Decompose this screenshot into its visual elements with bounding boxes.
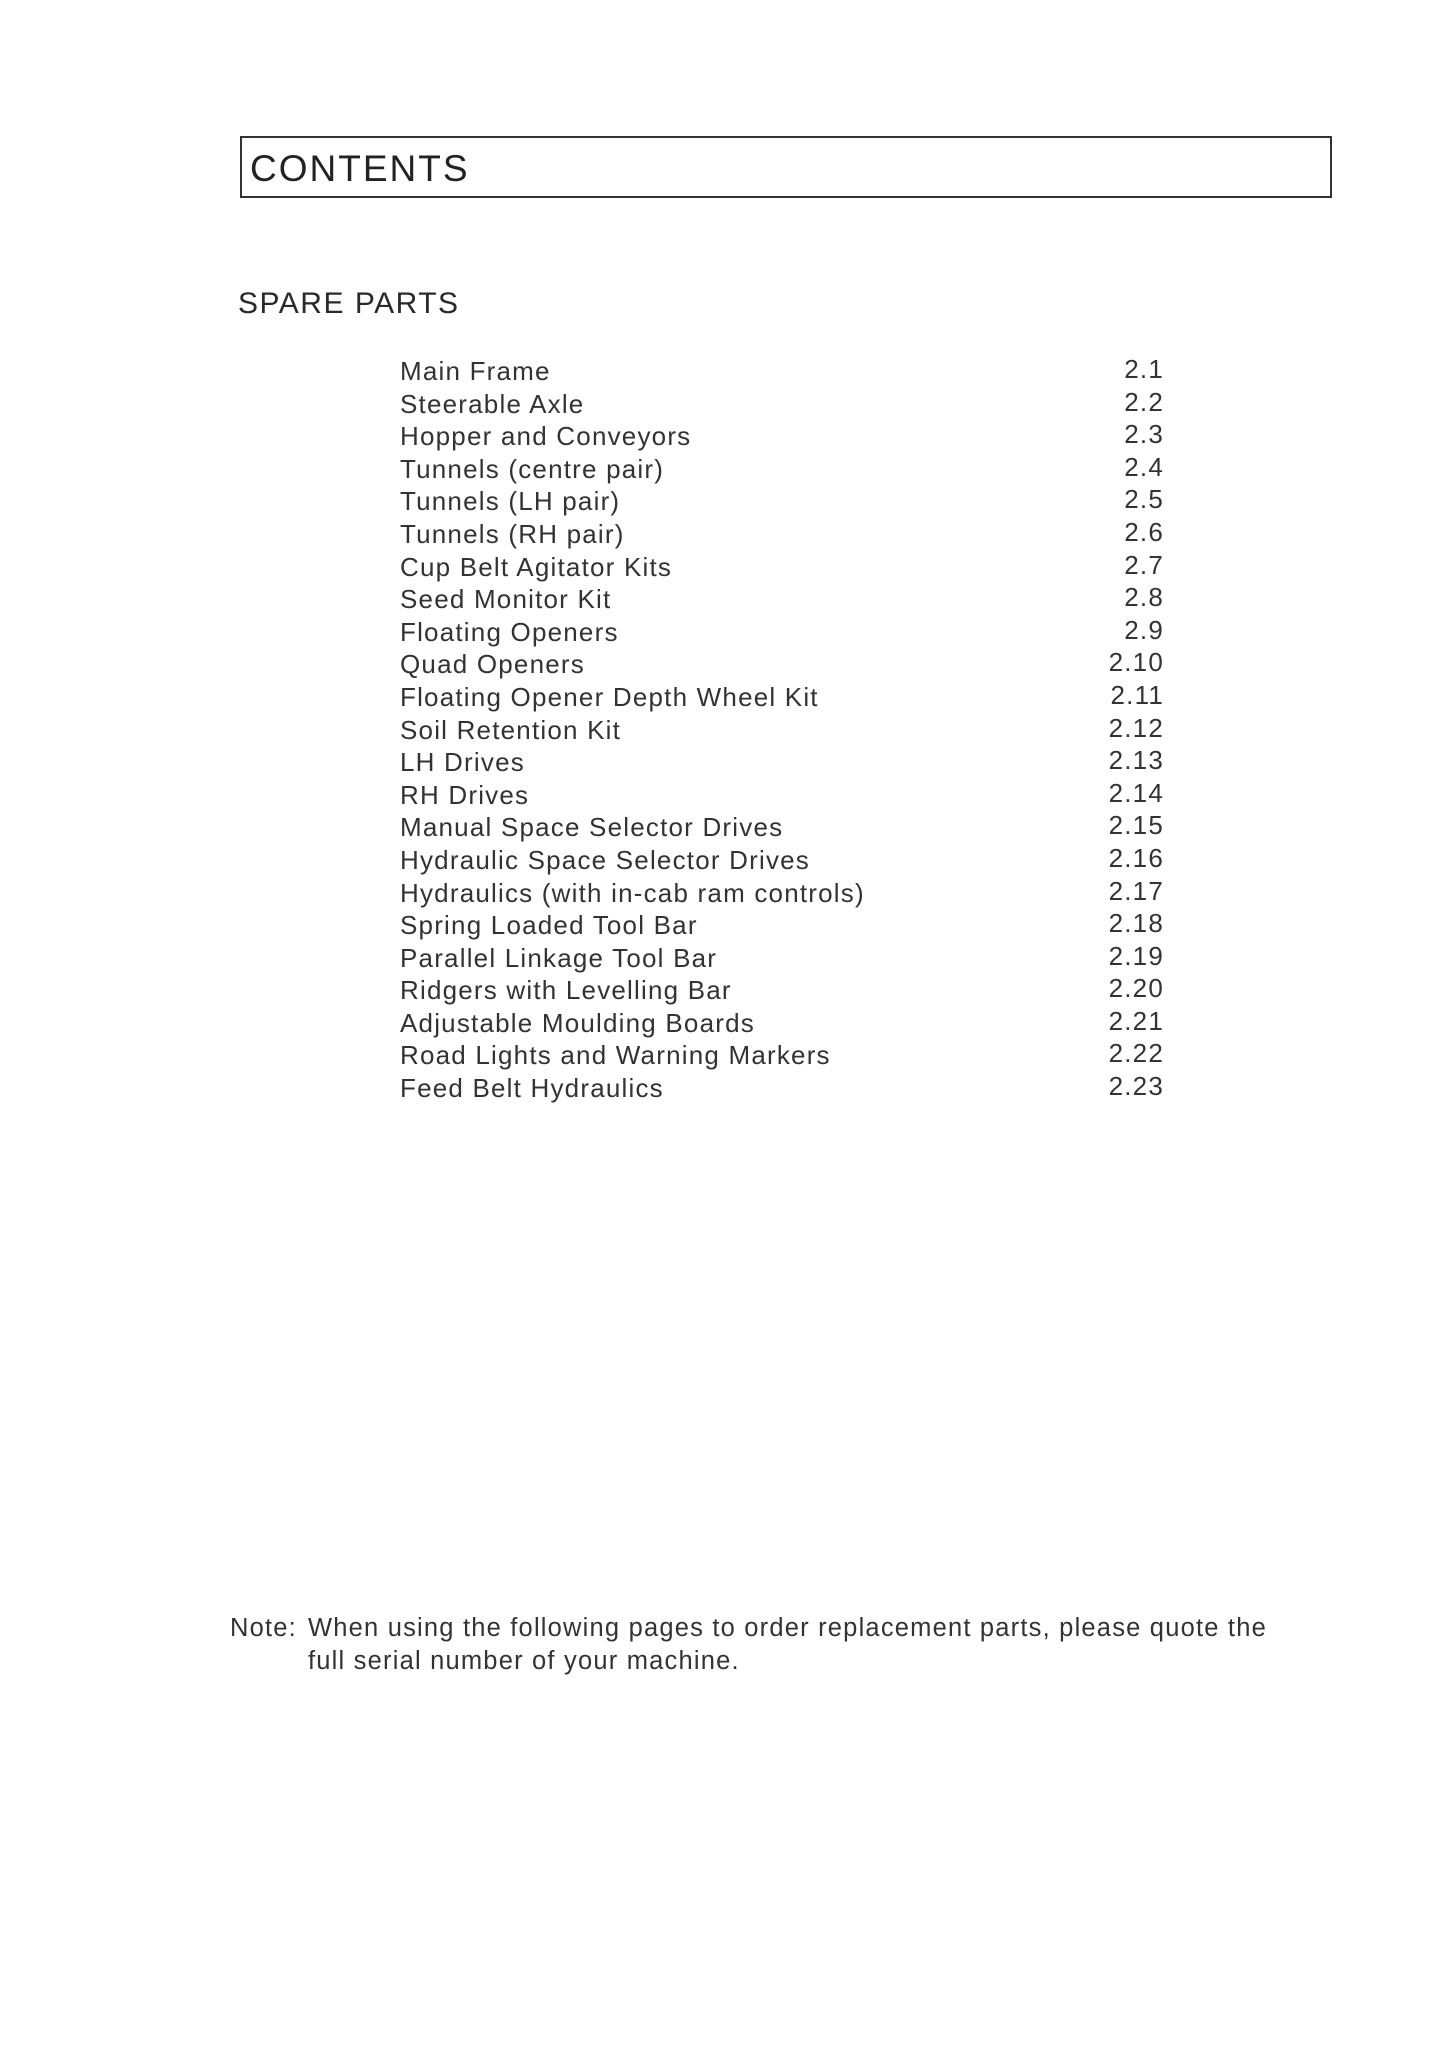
toc-entry-section-number: 2.3 — [1124, 419, 1164, 450]
toc-entry-section-number: 2.5 — [1124, 484, 1164, 515]
toc-entry-label: Hopper and Conveyors — [400, 421, 692, 452]
toc-entry-label: Manual Space Selector Drives — [400, 812, 784, 843]
toc-entry-section-number: 2.6 — [1124, 516, 1164, 547]
toc-entry — [400, 975, 1164, 1008]
toc-entry — [400, 421, 1164, 454]
toc-entry-section-number: 2.21 — [1108, 1005, 1164, 1036]
toc-entry — [400, 712, 1164, 748]
note-line-2: full serial number of your machine. — [308, 1647, 740, 1675]
toc-entry-label: Seed Monitor Kit — [400, 584, 612, 615]
toc-entry-section-number: 2.2 — [1124, 386, 1164, 417]
toc-entry-label: Adjustable Moulding Boards — [400, 1007, 755, 1038]
toc-entry-section-number: 2.8 — [1124, 582, 1164, 613]
toc-entry — [400, 386, 1164, 422]
toc-entry-section-number: 2.19 — [1108, 940, 1164, 971]
toc-entry-label: Tunnels (LH pair) — [400, 486, 621, 517]
toc-entry-section-number: 2.23 — [1108, 1071, 1164, 1102]
note-paragraph — [230, 1612, 1340, 1678]
toc-entry-label: Steerable Axle — [400, 388, 585, 419]
toc-entry-label: Spring Loaded Tool Bar — [400, 910, 698, 941]
toc-entry-section-number: 2.13 — [1108, 745, 1164, 776]
table-of-contents — [400, 356, 1164, 1106]
toc-entry — [400, 1005, 1164, 1041]
toc-entry — [400, 940, 1164, 976]
toc-entry — [400, 777, 1164, 813]
toc-entry-section-number: 2.17 — [1108, 875, 1164, 906]
toc-entry-section-number: 2.9 — [1124, 614, 1164, 645]
toc-entry — [400, 1040, 1164, 1073]
toc-entry — [400, 584, 1164, 617]
toc-entry — [400, 356, 1164, 389]
toc-entry — [400, 747, 1164, 780]
toc-entry-label: Hydraulics (with in-cab ram controls) — [400, 877, 865, 908]
toc-entry-label: Main Frame — [400, 356, 551, 386]
toc-entry-section-number: 2.10 — [1108, 647, 1164, 678]
toc-entry — [400, 875, 1164, 911]
toc-entry-label: Tunnels (RH pair) — [400, 518, 625, 549]
toc-entry — [400, 1073, 1164, 1106]
toc-entry-section-number: 2.16 — [1108, 842, 1164, 873]
toc-entry-label: Ridgers with Levelling Bar — [400, 975, 732, 1006]
toc-entry — [400, 614, 1164, 650]
contents-title-box — [240, 136, 1332, 198]
toc-entry — [400, 486, 1164, 519]
toc-entry-label: Tunnels (centre pair) — [400, 453, 665, 484]
toc-entry-section-number: 2.12 — [1108, 712, 1164, 743]
toc-entry-label: Cup Belt Agitator Kits — [400, 551, 673, 582]
toc-entry-section-number: 2.1 — [1124, 354, 1164, 384]
toc-entry-label: Parallel Linkage Tool Bar — [400, 942, 718, 973]
toc-entry-label: Feed Belt Hydraulics — [400, 1073, 664, 1104]
toc-entry — [400, 842, 1164, 878]
toc-entry-label: Quad Openers — [400, 649, 585, 680]
note-label: Note: — [230, 1614, 297, 1642]
toc-entry-label: RH Drives — [400, 779, 530, 810]
toc-entry — [400, 649, 1164, 682]
section-heading: SPARE PARTS — [238, 287, 460, 320]
toc-entry — [400, 516, 1164, 552]
toc-entry-label: Hydraulic Space Selector Drives — [400, 844, 811, 875]
note-line-1: When using the following pages to order replacement parts, please quote the — [308, 1614, 1267, 1642]
toc-entry-section-number: 2.18 — [1108, 908, 1164, 939]
toc-entry-label: Floating Openers — [400, 616, 619, 647]
toc-entry — [400, 549, 1164, 585]
toc-entry-section-number: 2.20 — [1108, 973, 1164, 1004]
toc-entry-label: Road Lights and Warning Markers — [400, 1040, 831, 1071]
toc-entry-section-number: 2.4 — [1124, 451, 1164, 482]
toc-entry-label: LH Drives — [400, 747, 525, 778]
toc-entry — [400, 451, 1164, 487]
toc-entry — [400, 812, 1164, 845]
toc-entry — [400, 910, 1164, 943]
toc-entry-label: Floating Opener Depth Wheel Kit — [400, 681, 819, 712]
page-title: CONTENTS — [250, 148, 470, 189]
toc-entry-section-number: 2.15 — [1108, 810, 1164, 841]
toc-entry-section-number: 2.22 — [1108, 1038, 1164, 1069]
toc-entry-section-number: 2.7 — [1124, 549, 1164, 580]
toc-entry-section-number: 2.11 — [1110, 679, 1164, 710]
toc-entry-section-number: 2.14 — [1108, 777, 1164, 808]
toc-entry-label: Soil Retention Kit — [400, 714, 622, 745]
toc-entry — [400, 679, 1164, 715]
